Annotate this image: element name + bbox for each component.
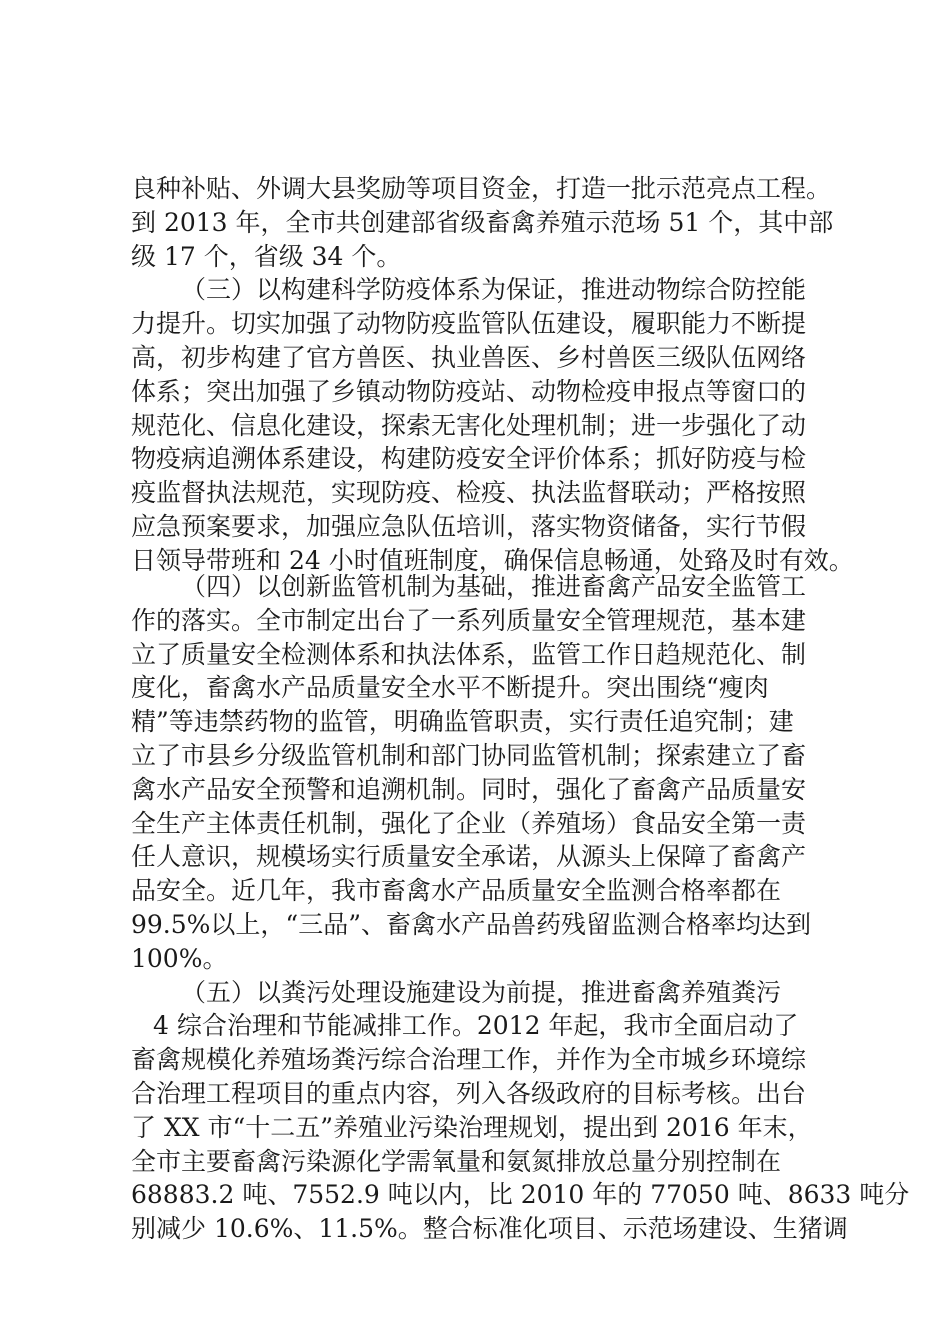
text-line: 疫监督执法规范，实现防疫、检疫、执法监督联动；严格按照	[131, 478, 807, 508]
text-line: 物疫病追溯体系建设，构建防疫安全评价体系；抓好防疫与检	[131, 444, 807, 474]
text-line: 体系；突出加强了乡镇动物防疫站、动物检疫申报点等窗口的	[131, 376, 807, 406]
section-four-heading-line: （四）以创新监管机制为基础，推进畜禽产品安全监管工	[181, 572, 807, 601]
text-line: 精”等违禁药物的监管，明确监管职责，实行责任追究制；建	[131, 707, 794, 737]
text-line: 品安全。近几年，我市畜禽水产品质量安全监测合格率都在	[131, 876, 782, 906]
text-line: 立了市县乡分级监管机制和部门协同监管机制；探索建立了畜	[131, 740, 807, 770]
text-line: 68883.2 吨、7552.9 吨以内，比 2010 年的 77050 吨、8633 吨分	[131, 1180, 910, 1210]
text-line: 合治理工程项目的重点内容，列入各级政府的目标考核。出台	[131, 1078, 807, 1108]
text-line: 了 XX 市“十二五”养殖业污染治理规划，提出到 2016 年末，	[131, 1112, 813, 1142]
section-three-heading-line: （三）以构建科学防疫体系为保证，推进动物综合防控能	[181, 275, 807, 305]
text-line: 全市主要畜禽污染源化学需氧量和氨氮排放总量分别控制在	[131, 1146, 782, 1176]
text-line: 全生产主体责任机制，强化了企业（养殖场）食品安全第一责	[131, 808, 807, 838]
text-block-2	[131, 570, 910, 1246]
text-line: 到 2013 年，全市共创建部省级畜禽养殖示范场 51 个，其中部	[131, 207, 834, 237]
text-line: 高，初步构建了官方兽医、执业兽医、乡村兽医三级队伍网络	[131, 342, 807, 372]
text-line: 100%。	[131, 943, 228, 973]
text-line: 禽水产品安全预警和追溯机制。同时，强化了畜禽产品质量安	[131, 774, 807, 804]
text-line: 立了质量安全检测体系和执法体系，监管工作日趋规范化、制	[131, 639, 807, 669]
text-line: 级 17 个，省级 34 个。	[131, 241, 402, 271]
section-five-heading-line: （五）以粪污处理设施建设为前提，推进畜禽养殖粪污	[181, 977, 782, 1007]
text-line: 4 综合治理和节能减排工作。2012 年起，我市全面启动了	[153, 1011, 799, 1041]
text-line: 应急预案要求，加强应急队伍培训，落实物资储备，实行节假	[131, 511, 807, 541]
text-line: 规范化、信息化建设，探索无害化处理机制；进一步强化了动	[131, 410, 807, 440]
text-line: 别减少 10.6%、11.5%。整合标准化项目、示范场建设、生猪调	[131, 1214, 848, 1244]
text-line: 99.5%以上，“三品”、畜禽水产品兽药残留监测合格率均达到	[131, 909, 811, 939]
text-line: 良种补贴、外调大县奖励等项目资金，打造一批示范亮点工程。	[131, 174, 832, 203]
text-line: 畜禽规模化养殖场粪污综合治理工作，并作为全市城乡环境综	[131, 1045, 807, 1075]
text-block-1	[131, 172, 854, 578]
text-line: 力提升。切实加强了动物防疫监管队伍建设，履职能力不断提	[131, 309, 807, 339]
text-line: 作的落实。全市制定出台了一系列质量安全管理规范，基本建	[131, 605, 807, 635]
text-line: 度化，畜禽水产品质量安全水平不断提升。突出围绕“瘦肉	[131, 673, 769, 703]
text-line: 任人意识，规模场实行质量安全承诺，从源头上保障了畜禽产	[131, 842, 807, 872]
text-line: 日领导带班和 24 小时值班制度，确保信息畅通，处臵及时有效。	[131, 545, 854, 575]
